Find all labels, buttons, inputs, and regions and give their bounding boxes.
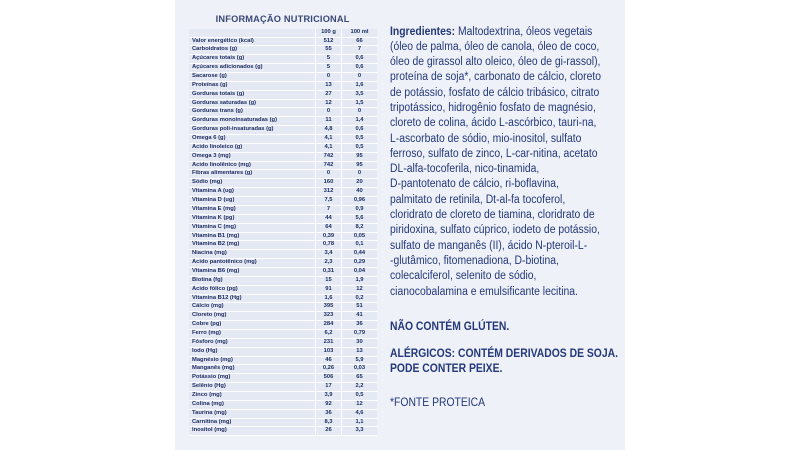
value-per-100ml: 0,96 <box>353 197 366 204</box>
nutrition-row <box>189 286 377 295</box>
nutrition-row <box>189 410 377 419</box>
ingredients-line-text: -glutâmico, fitomenadiona, D-biotina, <box>390 254 559 267</box>
value-per-100ml: 8,2 <box>355 223 364 230</box>
value-per-100g: 7,5 <box>316 197 342 205</box>
ingredients-line <box>390 86 599 101</box>
nutrient-name: Inositol (mg) <box>189 427 316 435</box>
value-per-100ml: 0,5 <box>355 391 364 398</box>
value-per-100ml: 0,6 <box>355 55 364 62</box>
allergen-notice <box>390 347 618 378</box>
nutrition-row <box>189 215 377 224</box>
value-per-100ml: 5,6 <box>355 214 364 221</box>
value-per-100g: 26 <box>316 427 342 435</box>
ingredients-line <box>390 55 600 70</box>
value-per-100ml: 5,9 <box>355 356 364 363</box>
nutrition-row <box>189 330 377 339</box>
value-per-100g: 0,39 <box>316 233 342 241</box>
value-per-100g: 27 <box>316 91 342 99</box>
nutrient-name: Vitamina B12 (Hg) <box>189 295 316 303</box>
ingredients-line <box>390 25 592 40</box>
value-per-100ml: 0,6 <box>355 64 364 71</box>
value-per-100g: 3,4 <box>316 250 342 258</box>
value-per-100ml: 13 <box>356 347 363 354</box>
value-per-100g: 64 <box>316 224 342 232</box>
value-per-100g: 512 <box>316 38 342 46</box>
nutrition-row <box>189 312 377 321</box>
nutrient-name: Vitamina E (mg) <box>189 206 316 214</box>
value-per-100g: 17 <box>316 383 342 391</box>
ingredients-line-text: ferroso, sulfato de zinco, L-car-nitina, acetato <box>390 147 598 160</box>
nutrient-name: Gorduras saturadas (g) <box>189 100 316 108</box>
value-per-100g: 323 <box>316 312 342 320</box>
nutrient-name: Vitamina B6 (mg) <box>189 268 316 276</box>
nutrition-row <box>189 401 377 410</box>
value-per-100g: 231 <box>316 339 342 347</box>
value-per-100g: 5 <box>316 64 342 72</box>
nutrient-name: Ferro (mg) <box>189 330 316 338</box>
nutrition-title <box>189 12 377 26</box>
nutrient-name: Fósforo (mg) <box>189 339 316 347</box>
value-per-100g: 160 <box>316 179 342 187</box>
ingredients-line <box>390 101 596 116</box>
value-per-100ml: 95 <box>356 152 363 159</box>
value-per-100g: 1,6 <box>316 295 342 303</box>
nutrient-name: Gorduras totais (g) <box>189 91 316 99</box>
nutrition-row <box>189 55 377 64</box>
nutrition-row <box>189 126 377 135</box>
value-per-100g: 4,1 <box>316 135 342 143</box>
nutrition-table <box>189 29 377 436</box>
value-per-100ml: 1,5 <box>355 99 364 106</box>
value-per-100ml: 66 <box>356 37 363 44</box>
nutrition-row <box>189 179 377 188</box>
nutrition-row <box>189 259 377 268</box>
nutrition-row <box>189 162 377 171</box>
nutrition-row <box>189 82 377 91</box>
value-per-100ml: 30 <box>356 338 363 345</box>
ingredients-line-text: Maltodextrina, óleos vegetais <box>458 25 593 38</box>
value-per-100ml: 1,6 <box>355 81 364 88</box>
value-per-100ml: 0 <box>357 108 362 115</box>
nutrient-name: Iodo (Hg) <box>189 348 316 356</box>
value-per-100ml: 0,2 <box>355 294 364 301</box>
nutrient-name: Ácido linoleico (g) <box>189 144 316 152</box>
nutrient-name: Vitamina B1 (mg) <box>189 233 316 241</box>
nutrient-name: Ômega 6 (g) <box>189 135 316 143</box>
value-per-100g: 36 <box>316 410 342 418</box>
nutrient-name: Niacina (mg) <box>189 250 316 258</box>
nutrition-row <box>189 206 377 215</box>
ingredients-line-text: palmitato de retinila, Dt-al-fa tocoferol, <box>390 193 566 206</box>
value-per-100g: 742 <box>316 162 342 170</box>
nutrient-name: Ácido pantotênico (mg) <box>189 259 316 267</box>
ingredients-line <box>390 254 559 269</box>
nutrient-name: Manganês (mg) <box>189 365 316 373</box>
nutrition-row <box>189 250 377 259</box>
nutrient-name: Potássio (mg) <box>189 374 316 382</box>
nutrition-row <box>189 170 377 179</box>
nutrition-row <box>189 153 377 162</box>
value-per-100ml: 51 <box>356 303 363 310</box>
nutrient-name: Colina (mg) <box>189 401 316 409</box>
ingredients-line-text: óleo de girassol alto oleico, óleo de gi-rassol), <box>390 56 601 69</box>
value-per-100ml: 12 <box>356 400 363 407</box>
value-per-100ml: 95 <box>356 161 363 168</box>
value-per-100ml: 0 <box>357 170 362 177</box>
value-per-100g: 91 <box>316 286 342 294</box>
value-per-100g: 4,8 <box>316 126 342 134</box>
value-per-100g: 6,2 <box>316 330 342 338</box>
protein-source-footnote: *FONTE PROTEICA <box>390 396 486 409</box>
nutrition-row <box>189 108 377 117</box>
nutrient-name: Gorduras trans (g) <box>189 108 316 116</box>
ingredients-line <box>390 223 600 238</box>
nutrient-name: Cobre (pg) <box>189 321 316 329</box>
nutrition-row <box>189 197 377 206</box>
ingredients-label: Ingredientes: <box>390 25 456 38</box>
value-per-100ml: 12 <box>356 285 363 292</box>
value-per-100g: 55 <box>316 46 342 54</box>
ingredients-line-text: colecalciferol, selenito de sódio, <box>390 270 537 283</box>
nutrition-table-header <box>189 29 377 38</box>
value-per-100g: 5 <box>316 55 342 63</box>
ingredients-line-text: L-ascorbato de sódio, mio-inositol, sulfato <box>390 132 582 145</box>
value-per-100g: 284 <box>316 321 342 329</box>
nutrition-row <box>189 374 377 383</box>
nutrition-row <box>189 348 377 357</box>
value-per-100ml: 36 <box>356 321 363 328</box>
value-per-100g: 742 <box>316 153 342 161</box>
nutrition-row <box>189 64 377 73</box>
value-per-100g: 44 <box>316 215 342 223</box>
nutrition-row <box>189 383 377 392</box>
value-per-100g: 92 <box>316 401 342 409</box>
ingredients-line-text: D-pantotenato de cálcio, ri-boflavina, <box>390 178 559 191</box>
value-per-100ml: 0,6 <box>355 126 364 133</box>
nutrient-name: Ômega 3 (mg) <box>189 153 316 161</box>
nutrient-name: Fibras alimentares (g) <box>189 170 316 178</box>
nutrition-row <box>189 303 377 312</box>
value-per-100ml: 0,9 <box>355 205 364 212</box>
value-per-100ml: 1,9 <box>355 276 364 283</box>
nutrient-name: Vitamina D (ug) <box>189 197 316 205</box>
value-per-100g: 0 <box>316 170 342 178</box>
value-per-100ml: 0,03 <box>353 365 366 372</box>
ingredients-line-text: cloreto de colina, ácido L-ascórbico, tauri-na, <box>390 117 597 130</box>
nutrient-name: Ácido linolênico (mg) <box>189 162 316 170</box>
nutrition-row <box>189 392 377 401</box>
nutrition-row <box>189 117 377 126</box>
nutrition-row <box>189 365 377 374</box>
value-per-100ml: 1,1 <box>355 418 364 425</box>
nutrient-name: Ácido fólico (pg) <box>189 286 316 294</box>
value-per-100ml: 0,44 <box>353 250 366 257</box>
value-per-100g: 4,1 <box>316 144 342 152</box>
ingredients-line-text: cloridrato de cloreto de tiamina, cloridrato de <box>390 209 595 222</box>
nutrient-name: Açúcares adicionados (g) <box>189 64 316 72</box>
nutrient-name: Vitamina K (pg) <box>189 215 316 223</box>
allergen-line-1: ALÉRGICOS: CONTÉM DERIVADOS DE SOJA. <box>390 347 618 360</box>
nutrition-row <box>189 321 377 330</box>
nutrient-name: Sacarose (g) <box>189 73 316 81</box>
ingredients-line <box>390 162 539 177</box>
ingredients-list <box>390 25 601 300</box>
value-per-100g: 312 <box>316 188 342 196</box>
nutrition-row <box>189 38 377 47</box>
ingredients-line <box>390 285 578 300</box>
ingredients-line <box>390 193 565 208</box>
nutrient-name: Biotina (fg) <box>189 277 316 285</box>
value-per-100g: 11 <box>316 117 342 125</box>
value-per-100ml: 0,79 <box>353 329 366 336</box>
nutrient-name: Sódio (mg) <box>189 179 316 187</box>
gluten-notice: NÃO CONTÉM GLÚTEN. <box>390 320 510 333</box>
nutrition-row <box>189 46 377 55</box>
ingredients-line-text: proteína de soja*, carbonato de cálcio, cloreto <box>390 71 602 84</box>
ingredients-line <box>390 40 599 55</box>
value-per-100g: 0 <box>316 108 342 116</box>
nutrient-name: Valor energético (kcal) <box>189 38 316 46</box>
header-nutrient <box>189 29 316 37</box>
ingredients-line-text: (óleo de palma, óleo de canola, óleo de coco, <box>390 40 600 53</box>
value-per-100g: 8,3 <box>316 419 342 427</box>
value-per-100ml: 0 <box>357 73 362 80</box>
ingredients-line <box>390 208 595 223</box>
nutrition-row <box>189 233 377 242</box>
nutrient-name: Magnésio (mg) <box>189 357 316 365</box>
value-per-100ml: 0,29 <box>353 259 366 266</box>
value-per-100ml: 40 <box>356 188 363 195</box>
value-per-100g: 46 <box>316 357 342 365</box>
allergen-line-2: PODE CONTER PEIXE. <box>390 362 503 375</box>
nutrient-name: Selênio (Hg) <box>189 383 316 391</box>
value-per-100ml: 20 <box>356 179 363 186</box>
value-per-100ml: 4,6 <box>355 409 364 416</box>
nutrient-name: Cálcio (mg) <box>189 303 316 311</box>
ingredients-line <box>390 147 598 162</box>
value-per-100g: 12 <box>316 100 342 108</box>
nutrient-name: Carnitina (mg) <box>189 419 316 427</box>
nutrition-table-body <box>189 38 377 437</box>
value-per-100g: 2,3 <box>316 259 342 267</box>
nutrition-title-text: INFORMAÇÃO NUTRICIONAL <box>215 14 350 25</box>
nutrition-row <box>189 277 377 286</box>
ingredients-block <box>390 25 618 409</box>
nutrition-row <box>189 100 377 109</box>
ingredients-line <box>390 177 559 192</box>
nutrient-name: Vitamina C (mg) <box>189 224 316 232</box>
nutrition-row <box>189 224 377 233</box>
nutrition-row <box>189 339 377 348</box>
nutrition-row <box>189 295 377 304</box>
value-per-100ml: 3,3 <box>355 427 364 434</box>
ingredients-line-text: tripotássico, hidrogênio fosfato de magnésio, <box>390 101 596 114</box>
value-per-100g: 103 <box>316 348 342 356</box>
value-per-100g: 395 <box>316 303 342 311</box>
nutrition-row <box>189 91 377 100</box>
nutrition-row <box>189 73 377 82</box>
nutrition-row <box>189 419 377 428</box>
nutrition-row <box>189 241 377 250</box>
nutrient-name: Proteínas (g) <box>189 82 316 90</box>
nutrient-name: Gorduras poli-insaturadas (g) <box>189 126 316 134</box>
value-per-100g: 0 <box>316 73 342 81</box>
nutrition-row <box>189 188 377 197</box>
header-per-100g: 100 g <box>316 29 342 37</box>
ingredients-line <box>390 269 536 284</box>
ingredients-line <box>390 239 587 254</box>
nutrition-row <box>189 427 377 436</box>
value-per-100ml: 0,04 <box>353 267 366 274</box>
nutrient-name: Cloreto (mg) <box>189 312 316 320</box>
value-per-100ml: 0,5 <box>355 143 364 150</box>
nutrient-name: Taurina (mg) <box>189 410 316 418</box>
nutrient-name: Vitamina A (ug) <box>189 188 316 196</box>
nutrition-row <box>189 144 377 153</box>
ingredients-line <box>390 70 601 85</box>
value-per-100g: 0,26 <box>316 365 342 373</box>
nutrient-name: Zinco (mg) <box>189 392 316 400</box>
value-per-100ml: 0,5 <box>355 135 364 142</box>
value-per-100g: 7 <box>316 206 342 214</box>
ingredients-line-text: DL-alfa-tocoferila, nico-tinamida, <box>390 163 540 176</box>
ingredients-line <box>390 116 596 131</box>
value-per-100g: 13 <box>316 82 342 90</box>
value-per-100ml: 1,4 <box>355 117 364 124</box>
value-per-100ml: 3,5 <box>355 90 364 97</box>
nutrient-name: Açúcares totais (g) <box>189 55 316 63</box>
value-per-100g: 0,31 <box>316 268 342 276</box>
value-per-100g: 0,78 <box>316 241 342 249</box>
value-per-100ml: 0,05 <box>353 232 366 239</box>
header-per-100ml: 100 ml <box>350 29 369 35</box>
nutrition-row <box>189 135 377 144</box>
value-per-100g: 15 <box>316 277 342 285</box>
value-per-100ml: 65 <box>356 374 363 381</box>
ingredients-line-text: sulfato de manganês (II), ácido N-pteroil-L- <box>390 239 588 252</box>
ingredients-line-text: de potássio, fosfato de cálcio tribásico, citrato <box>390 86 600 99</box>
value-per-100ml: 7 <box>357 46 362 53</box>
nutrition-row <box>189 268 377 277</box>
nutrient-name: Carboidratos (g) <box>189 46 316 54</box>
nutrition-row <box>189 357 377 366</box>
value-per-100g: 3,9 <box>316 392 342 400</box>
value-per-100g: 506 <box>316 374 342 382</box>
value-per-100ml: 0,1 <box>355 241 364 248</box>
ingredients-line-text: piridoxina, sulfato cúprico, iodeto de potássio, <box>390 224 600 237</box>
ingredients-line-text: cianocobalamina e emulsificante lecitina. <box>390 285 578 298</box>
ingredients-line <box>390 132 581 147</box>
nutrient-name: Gorduras monoinsaturadas (g) <box>189 117 316 125</box>
value-per-100ml: 2,2 <box>355 383 364 390</box>
value-per-100ml: 41 <box>356 312 363 319</box>
nutrient-name: Vitamina B2 (mg) <box>189 241 316 249</box>
